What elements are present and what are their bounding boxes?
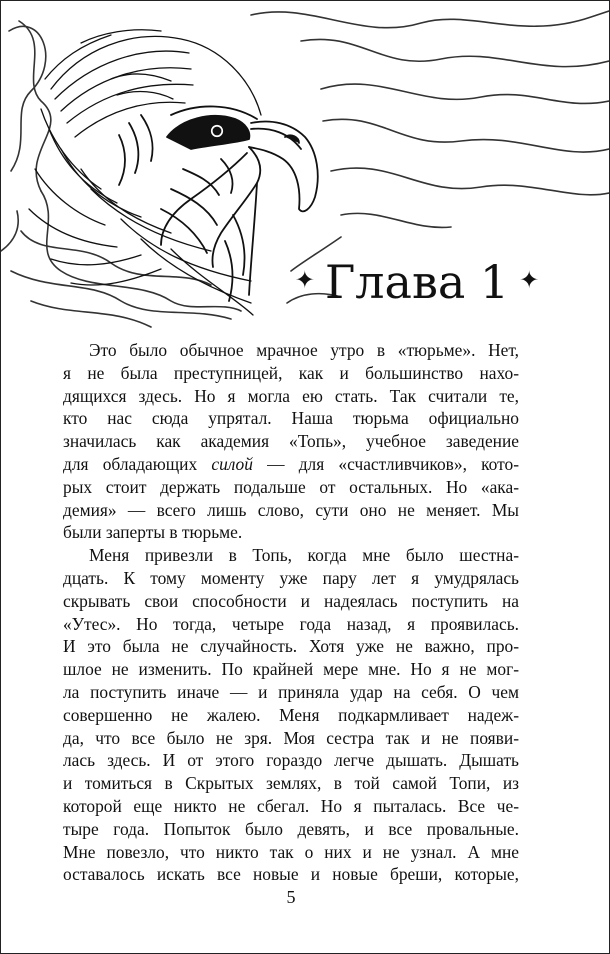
text-line: лась здесь. И от этого гораздо легче дышать. Дышать — [63, 750, 519, 771]
chapter-title-text: Глава 1 — [324, 255, 510, 309]
text-segment: для обладающих — [63, 453, 212, 474]
text-segment: — для «счастливчиков», кото- — [252, 453, 519, 474]
paragraph-1 — [63, 339, 519, 544]
text-line: совершенно не жалею. Меня подкармливает надеж- — [63, 704, 519, 725]
text-line: да, что все было не зря. Моя сестра так и не появи- — [63, 727, 519, 748]
text-line: демия» — всего лишь слово, сути оно не меняет. Мы — [63, 499, 519, 520]
text-line: тыре года. Попыток было девять, и все провальные. — [63, 818, 519, 839]
text-line: «Утес». Но тогда, четыре года назад, я проявилась. — [63, 613, 519, 634]
page-number: 5 — [286, 887, 296, 907]
text-line: дящихся здесь. Но я могла ею стать. Так считали те, — [63, 385, 519, 406]
text-line: рых стоит держать подальше от остальных. Но «ака- — [63, 476, 519, 497]
ornament-left-icon: ✦ — [294, 266, 315, 294]
paragraph-2 — [63, 544, 519, 886]
text-line: кто нас сюда упрятал. Наша тюрьма официально — [63, 408, 519, 429]
eagle-head-icon — [21, 19, 321, 319]
text-line: я не была преступницей, как и большинство нахо- — [63, 362, 519, 383]
text-line: которой еще никто не сбегал. Но я пыталась. Все че- — [63, 795, 519, 816]
text-line: были заперты в тюрьме. — [63, 522, 243, 543]
text-line: оставалось искать все новые и новые бреши, которые, — [63, 864, 519, 885]
text-line: и томиться в Скрытых землях, в той самой Топи, из — [63, 773, 519, 794]
text-line: ла поступить иначе — и приняла удар на себя. О чем — [63, 681, 519, 702]
text-line: Мне повезло, что никто так о них и не узнал. А мне — [63, 841, 519, 862]
ornament-right-icon: ✦ — [519, 266, 540, 294]
text-line: дцать. К тому моменту уже пару лет я умудрялась — [63, 567, 519, 588]
body-text — [63, 339, 519, 886]
text-line: И это была не случайность. Хотя уже не важно, про- — [63, 636, 519, 657]
text-line: Меня привезли в Топь, когда мне было шестна- — [89, 545, 519, 566]
text-line: Это было обычное мрачное утро в «тюрьме». Нет, — [89, 340, 519, 360]
chapter-title — [294, 247, 540, 317]
text-line: значилась как академия «Топь», учебное заведение — [63, 431, 519, 452]
text-line: шлое не изменить. По крайней мере мне. Но я не мог- — [63, 659, 519, 680]
text-line — [63, 453, 519, 476]
text-line: скрывать свои способности и надеялась поступить на — [63, 590, 519, 611]
italic-word: силой — [211, 453, 253, 474]
